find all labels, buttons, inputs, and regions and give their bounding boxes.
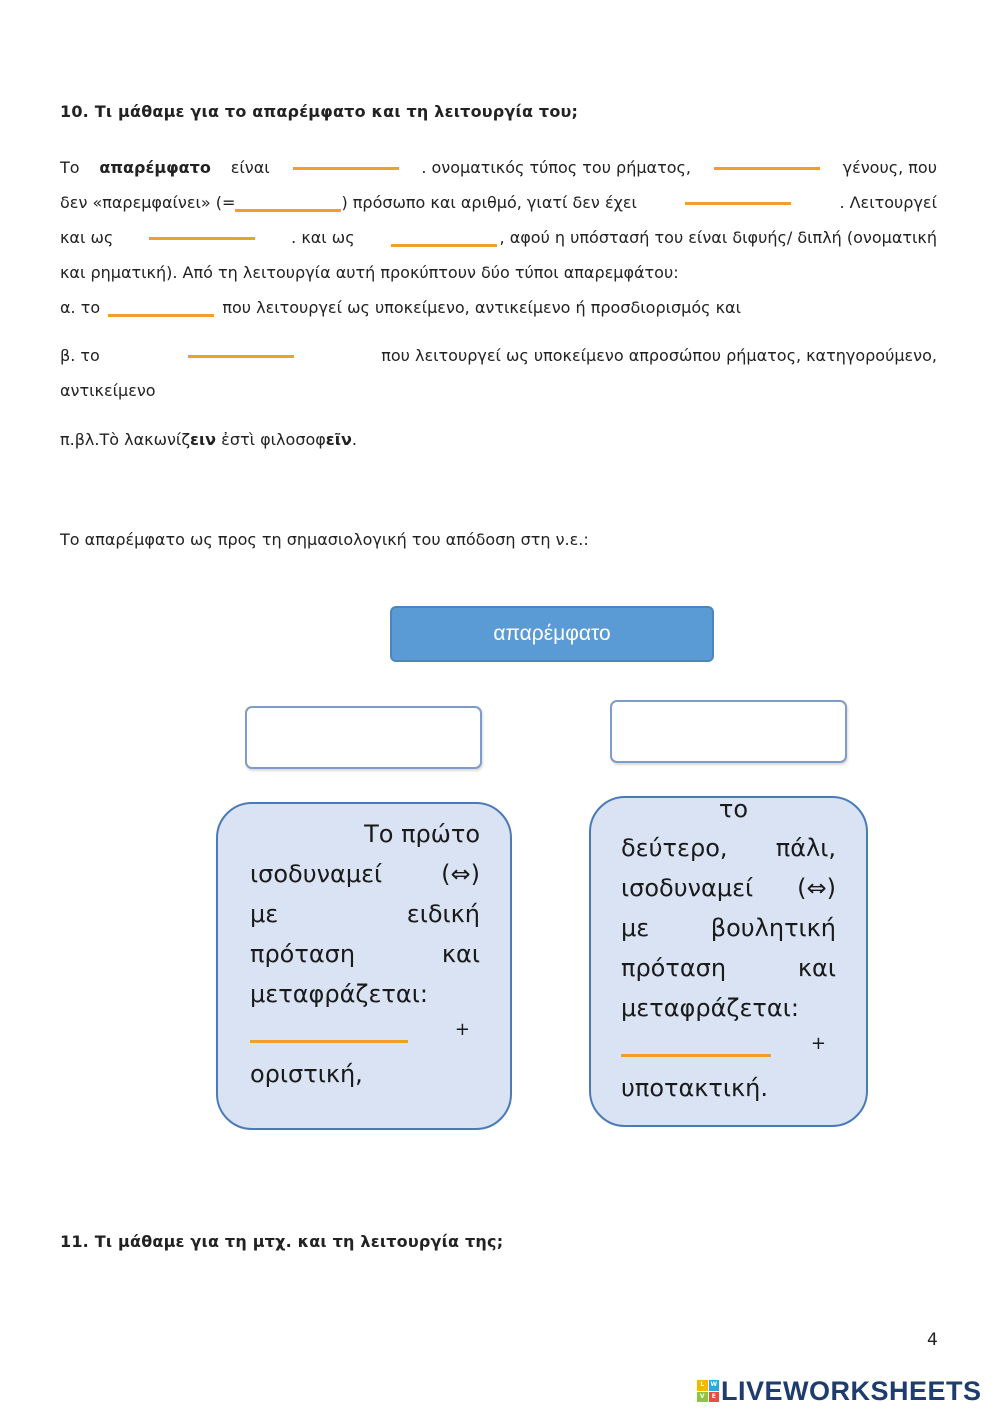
question-11-title: 11. Τι μάθαμε για τη μτχ. και τη λειτουργία της;	[60, 1232, 504, 1251]
semantic-heading: Το απαρέμφατο ως προς τη σημασιολογική του απόδοση στη ν.ε.:	[60, 530, 589, 549]
card-left-blank[interactable]	[250, 1040, 408, 1043]
plus-sign: +	[454, 1019, 470, 1040]
term-bold: απαρέμφατο	[99, 158, 211, 177]
question-10-title: 10. Τι μάθαμε για το απαρέμφατο και τη λειτουργία του;	[60, 102, 579, 121]
blank-8[interactable]	[188, 338, 294, 358]
card-first-infinitive: Το πρώτο ισοδυναμεί (⇔) με ειδική πρόταση και μεταφράζεται: + οριστική,	[216, 802, 512, 1130]
answer-box-right[interactable]	[610, 700, 847, 763]
answer-box-left[interactable]	[245, 706, 482, 769]
card-second-infinitive: το δεύτερο, πάλι, ισοδυναμεί (⇔) με βουλητική πρόταση και μεταφράζεται: + υποτακτική.	[589, 796, 868, 1127]
diagram-title-box	[390, 606, 714, 662]
page-number: 4	[927, 1330, 938, 1350]
plus-sign: +	[810, 1033, 826, 1054]
blank-2[interactable]	[714, 150, 820, 170]
blank-5[interactable]	[149, 220, 255, 240]
intro-paragraph: Το απαρέμφατο είναι . ονοματικός τύπος του ρήματος, γένους, που δεν «παρεμφαίνει» (= ) πρόσωπο και αριθμό, γιατί δεν έχει . Λειτουργεί και ως . και ως , αφού η υπόστασή του είναι διφυής/ διπλή (ονοματική και ρηματική). Από τη λειτουργία αυτή προκύπτουν δύο τύποι απαρεμφάτου: α. το που λειτουργεί ως υποκείμενο, αντικείμενο ή προσδιορισμός και	[60, 150, 937, 325]
blank-1[interactable]	[293, 150, 399, 170]
liveworksheets-logo-icon: L W V E	[697, 1380, 719, 1402]
example-line: π.βλ.Τὸ λακωνίζειν ἐστὶ φιλοσοφεῖν.	[60, 430, 357, 449]
card-right-blank[interactable]	[621, 1054, 771, 1057]
blank-3[interactable]	[235, 192, 341, 212]
blank-4[interactable]	[685, 185, 791, 205]
diagram-title: απαρέμφατο	[493, 622, 611, 645]
blank-6[interactable]	[391, 227, 497, 247]
liveworksheets-wordmark: LIVEWORKSHEETS	[721, 1375, 982, 1406]
beta-paragraph: β. το που λειτουργεί ως υποκείμενο απροσώπου ρήματος, κατηγορούμενο, αντικείμενο	[60, 338, 937, 408]
blank-7[interactable]	[108, 297, 214, 317]
liveworksheets-brand[interactable]	[697, 1374, 982, 1408]
